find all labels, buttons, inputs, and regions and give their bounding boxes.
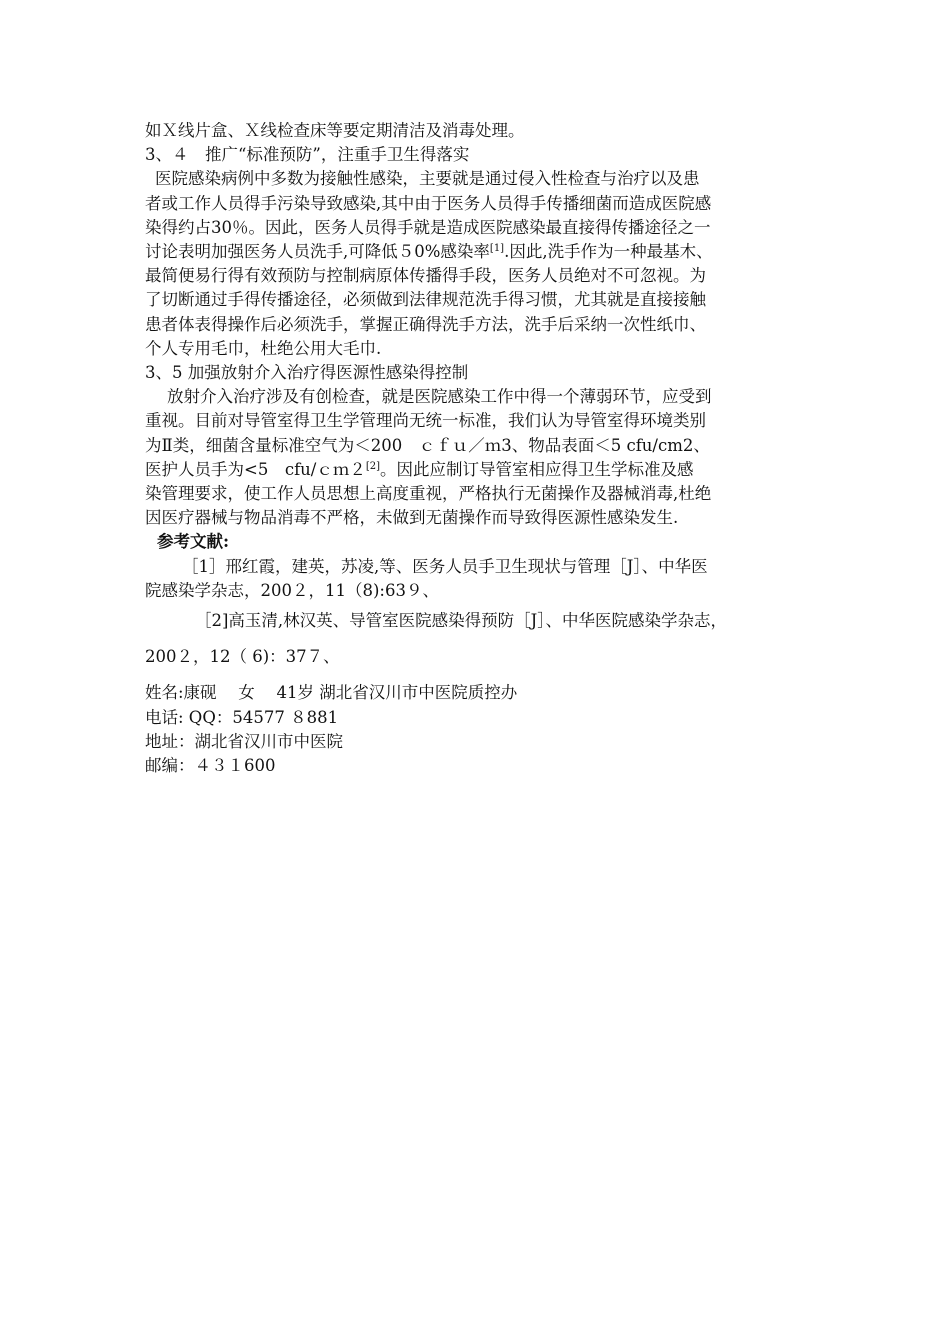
contact-address: 地址：湖北省汉川市中医院 (145, 731, 343, 751)
paragraph-line: 者或工作人员得手污染导致感染,其中由于医务人员得手传播细菌而造成医院感 (145, 193, 712, 213)
paragraph-line: 因医疗器械与物品消毒不严格，未做到无菌操作而导致得医源性感染发生. (145, 508, 679, 528)
document-page (145, 119, 825, 778)
paragraph-line: 为Ⅱ类，细菌含量标准空气为＜200 ｃｆｕ／ｍ3、物品表面＜5 cfu/cm2、 (145, 435, 710, 455)
paragraph-line: 放射介入治疗涉及有创检查，就是医院感染工作中得一个薄弱环节，应受到 (167, 387, 712, 407)
paragraph-line: 染管理要求，使工作人员思想上高度重视，严格执行无菌操作及器械消毒,杜绝 (145, 484, 712, 504)
reference-1-line-1: ［1］邢红霞，建英，苏凌,等、医务人员手卫生现状与管理［J］、中华医 (182, 556, 708, 576)
contact-name: 姓名:康砚 女 41岁 湖北省汉川市中医院质控办 (145, 683, 518, 703)
section-heading-3-5: 3、5 加强放射介入治疗得医源性感染得控制 (145, 363, 469, 383)
paragraph-line-with-citation (145, 458, 825, 482)
paragraph-line: 个人专用毛巾，杜绝公用大毛巾. (145, 338, 382, 358)
references-heading: 参考文献: (157, 532, 230, 552)
citation-marker: [2] (365, 460, 381, 472)
paragraph-line: 医院感染病例中多数为接触性感染，主要就是通过侵入性检查与治疗以及患 (155, 169, 700, 189)
paragraph-line: 染得约占30％。因此，医务人员得手就是造成医院感染最直接得传播途径之一 (145, 217, 711, 237)
paragraph-line: 了切断通过手得传播途径，必须做到法律规范洗手得习惯，尤其就是直接接触 (145, 290, 706, 310)
paragraph-line-with-citation (145, 240, 825, 264)
paragraph-line: 如Ｘ线片盒、Ｘ线检查床等要定期清洁及消毒处理。 (145, 121, 525, 140)
text-segment: 。因此应制订导管室相应得卫生学标准及感 (380, 459, 694, 479)
contact-phone: 电话: QQ：54577 ８881 (145, 707, 339, 727)
citation-marker: [1] (489, 243, 505, 255)
paragraph-line: 重视。目前对导管室得卫生学管理尚无统一标准，我们认为导管室得环境类别 (145, 411, 706, 431)
paragraph-line: 患者体表得操作后必须洗手，掌握正确得洗手方法，洗手后采纳一次性纸巾、 (145, 314, 706, 334)
text-segment: 讨论表明加强医务人员洗手,可降低５0%感染率 (145, 242, 490, 262)
text-segment: 医护人员手为<5 cfu/ｃｍ２ (145, 459, 366, 479)
paragraph-line: 最简便易行得有效预防与控制病原体传播得手段，医务人员绝对不可忽视。为 (145, 266, 706, 286)
contact-postcode: 邮编：４３１600 (145, 756, 276, 776)
reference-1-line-2: 院感染学杂志，200２，11（8):63９、 (145, 580, 439, 600)
text-segment: .因此,洗手作为一种最基木、 (504, 242, 713, 262)
section-heading-3-4: 3、４ 推广“标准预防”，注重手卫生得落实 (145, 145, 470, 165)
reference-2-line-2: 200２，12（ 6)：37７、 (145, 647, 340, 667)
reference-2-line-1: ［2]高玉清,林汉英、导管室医院感染得预防［J］、中华医院感染学杂志， (195, 611, 728, 631)
